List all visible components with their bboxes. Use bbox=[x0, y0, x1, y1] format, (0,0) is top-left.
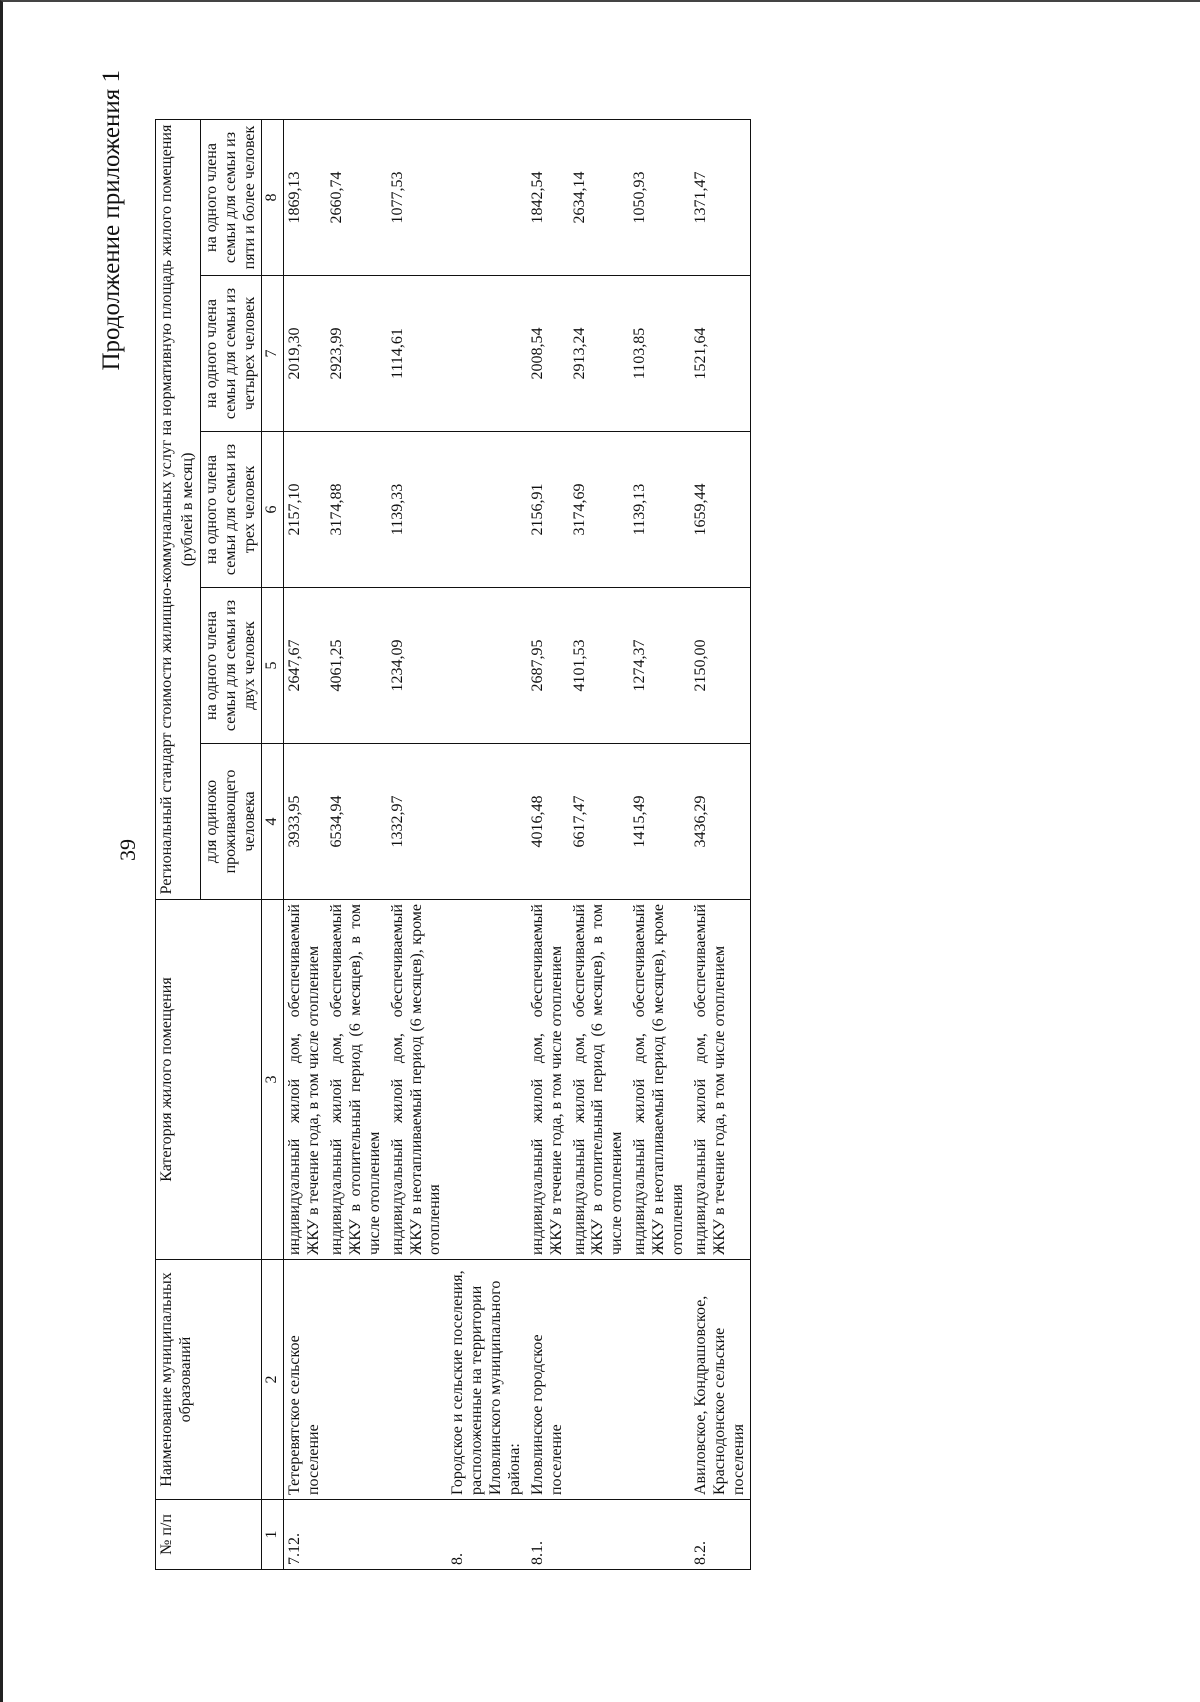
value-four: 1114,61 bbox=[387, 276, 448, 432]
row-num bbox=[569, 1500, 630, 1570]
header-sub-6: на одного члена семьи для семьи из трех человек bbox=[200, 432, 262, 588]
value-four: 1521,64 bbox=[690, 276, 751, 432]
row-name bbox=[569, 1260, 630, 1500]
value-three: 1139,33 bbox=[387, 432, 448, 588]
column-number: 5 bbox=[262, 588, 284, 744]
table-row bbox=[527, 119, 569, 1569]
header-group-units: (рублей в месяц) bbox=[179, 119, 200, 899]
value-three: 1659,44 bbox=[690, 432, 751, 588]
value-single: 1332,97 bbox=[387, 744, 448, 900]
continuation-title: Продолжение приложения 1 bbox=[98, 70, 125, 371]
value-four: 2019,30 bbox=[284, 276, 326, 432]
value-single: 6617,47 bbox=[569, 744, 630, 900]
value-two: 4101,53 bbox=[569, 588, 630, 744]
column-number: 6 bbox=[262, 432, 284, 588]
value-five-plus: 1077,53 bbox=[387, 119, 448, 275]
page-number: 39 bbox=[115, 839, 140, 861]
value-five-plus: 2634,14 bbox=[569, 119, 630, 275]
row-num bbox=[326, 1500, 387, 1570]
header-group-title: Региональный стандарт стоимости жилищно-коммунальных услуг на нормативную площадь жилого помещения bbox=[156, 119, 179, 899]
row-name: Городское и сельские поселения, расположенные на территории Иловлинского муниципального района: bbox=[447, 1260, 527, 1500]
row-num: 8. bbox=[447, 1500, 527, 1570]
value-five-plus: 1869,13 bbox=[284, 119, 326, 275]
rotated-page bbox=[98, 70, 1110, 1630]
row-category: индивидуальный жилой дом, обеспечиваемый ЖКУ в отопительный период (6 месяцев), в том числе отоплением bbox=[326, 900, 387, 1260]
value-single bbox=[447, 744, 527, 900]
header-sub-8: на одного члена семьи для семьи из пяти и более человек bbox=[200, 119, 262, 275]
value-single: 3933,95 bbox=[284, 744, 326, 900]
value-three: 2156,91 bbox=[527, 432, 569, 588]
row-num: 8.2. bbox=[690, 1500, 751, 1570]
value-three: 1139,13 bbox=[629, 432, 690, 588]
value-single: 4016,48 bbox=[527, 744, 569, 900]
row-num: 7.12. bbox=[284, 1500, 326, 1570]
value-single: 6534,94 bbox=[326, 744, 387, 900]
row-name: Авиловское, Кондрашовское, Краснодонское сельские поселения bbox=[690, 1260, 751, 1500]
value-four bbox=[447, 276, 527, 432]
table-row bbox=[569, 119, 630, 1569]
row-num: 8.1. bbox=[527, 1500, 569, 1570]
table-row bbox=[387, 119, 448, 1569]
table-row bbox=[284, 119, 326, 1569]
row-name: Тетеревятское сельское поселение bbox=[284, 1260, 326, 1500]
row-category: индивидуальный жилой дом, обеспечиваемый ЖКУ в неотапливаемый период (6 месяцев), кроме отопления bbox=[387, 900, 448, 1260]
value-five-plus bbox=[447, 119, 527, 275]
value-five-plus: 1371,47 bbox=[690, 119, 751, 275]
value-four: 2923,99 bbox=[326, 276, 387, 432]
row-name bbox=[326, 1260, 387, 1500]
value-single: 3436,29 bbox=[690, 744, 751, 900]
value-two: 2687,95 bbox=[527, 588, 569, 744]
row-category bbox=[447, 900, 527, 1260]
value-two: 1274,37 bbox=[629, 588, 690, 744]
column-number: 8 bbox=[262, 119, 284, 275]
value-three: 3174,88 bbox=[326, 432, 387, 588]
value-four: 2008,54 bbox=[527, 276, 569, 432]
value-five-plus: 1842,54 bbox=[527, 119, 569, 275]
row-category: индивидуальный жилой дом, обеспечиваемый ЖКУ в течение года, в том числе отоплением bbox=[690, 900, 751, 1260]
table-row bbox=[447, 119, 527, 1569]
row-num bbox=[629, 1500, 690, 1570]
column-number: 2 bbox=[262, 1260, 284, 1500]
table-row bbox=[629, 119, 690, 1569]
header-sub-7: на одного члена семьи для семьи из четырех человек bbox=[200, 276, 262, 432]
value-three: 2157,10 bbox=[284, 432, 326, 588]
row-category: индивидуальный жилой дом, обеспечиваемый ЖКУ в неотапливаемый период (6 месяцев), кроме отопления bbox=[629, 900, 690, 1260]
standard-cost-table bbox=[155, 119, 751, 1570]
row-name: Иловлинское городское поселение bbox=[527, 1260, 569, 1500]
table-row bbox=[690, 119, 751, 1569]
row-num bbox=[387, 1500, 448, 1570]
value-four: 2913,24 bbox=[569, 276, 630, 432]
row-name bbox=[387, 1260, 448, 1500]
value-five-plus: 2660,74 bbox=[326, 119, 387, 275]
value-two: 2647,67 bbox=[284, 588, 326, 744]
value-two: 4061,25 bbox=[326, 588, 387, 744]
value-five-plus: 1050,93 bbox=[629, 119, 690, 275]
value-four: 1103,85 bbox=[629, 276, 690, 432]
column-number: 3 bbox=[262, 900, 284, 1260]
row-category: индивидуальный жилой дом, обеспечиваемый ЖКУ в течение года, в том числе отоплением bbox=[527, 900, 569, 1260]
header-num: № п/п bbox=[156, 1500, 262, 1570]
column-number: 4 bbox=[262, 744, 284, 900]
header-name: Наименование муниципальных образований bbox=[156, 1260, 262, 1500]
header-sub-4: для одиноко проживающего человека bbox=[200, 744, 262, 900]
column-number: 1 bbox=[262, 1500, 284, 1570]
value-two: 2150,00 bbox=[690, 588, 751, 744]
value-three bbox=[447, 432, 527, 588]
column-number: 7 bbox=[262, 276, 284, 432]
row-category: индивидуальный жилой дом, обеспечиваемый ЖКУ в течение года, в том числе отоплением bbox=[284, 900, 326, 1260]
header-sub-5: на одного члена семьи для семьи из двух человек bbox=[200, 588, 262, 744]
row-category: индивидуальный жилой дом, обеспечиваемый ЖКУ в отопительный период (6 месяцев), в том числе отоплением bbox=[569, 900, 630, 1260]
table-row bbox=[326, 119, 387, 1569]
value-three: 3174,69 bbox=[569, 432, 630, 588]
header-category: Категория жилого помещения bbox=[156, 900, 262, 1260]
value-two: 1234,09 bbox=[387, 588, 448, 744]
value-two bbox=[447, 588, 527, 744]
row-name bbox=[629, 1260, 690, 1500]
value-single: 1415,49 bbox=[629, 744, 690, 900]
